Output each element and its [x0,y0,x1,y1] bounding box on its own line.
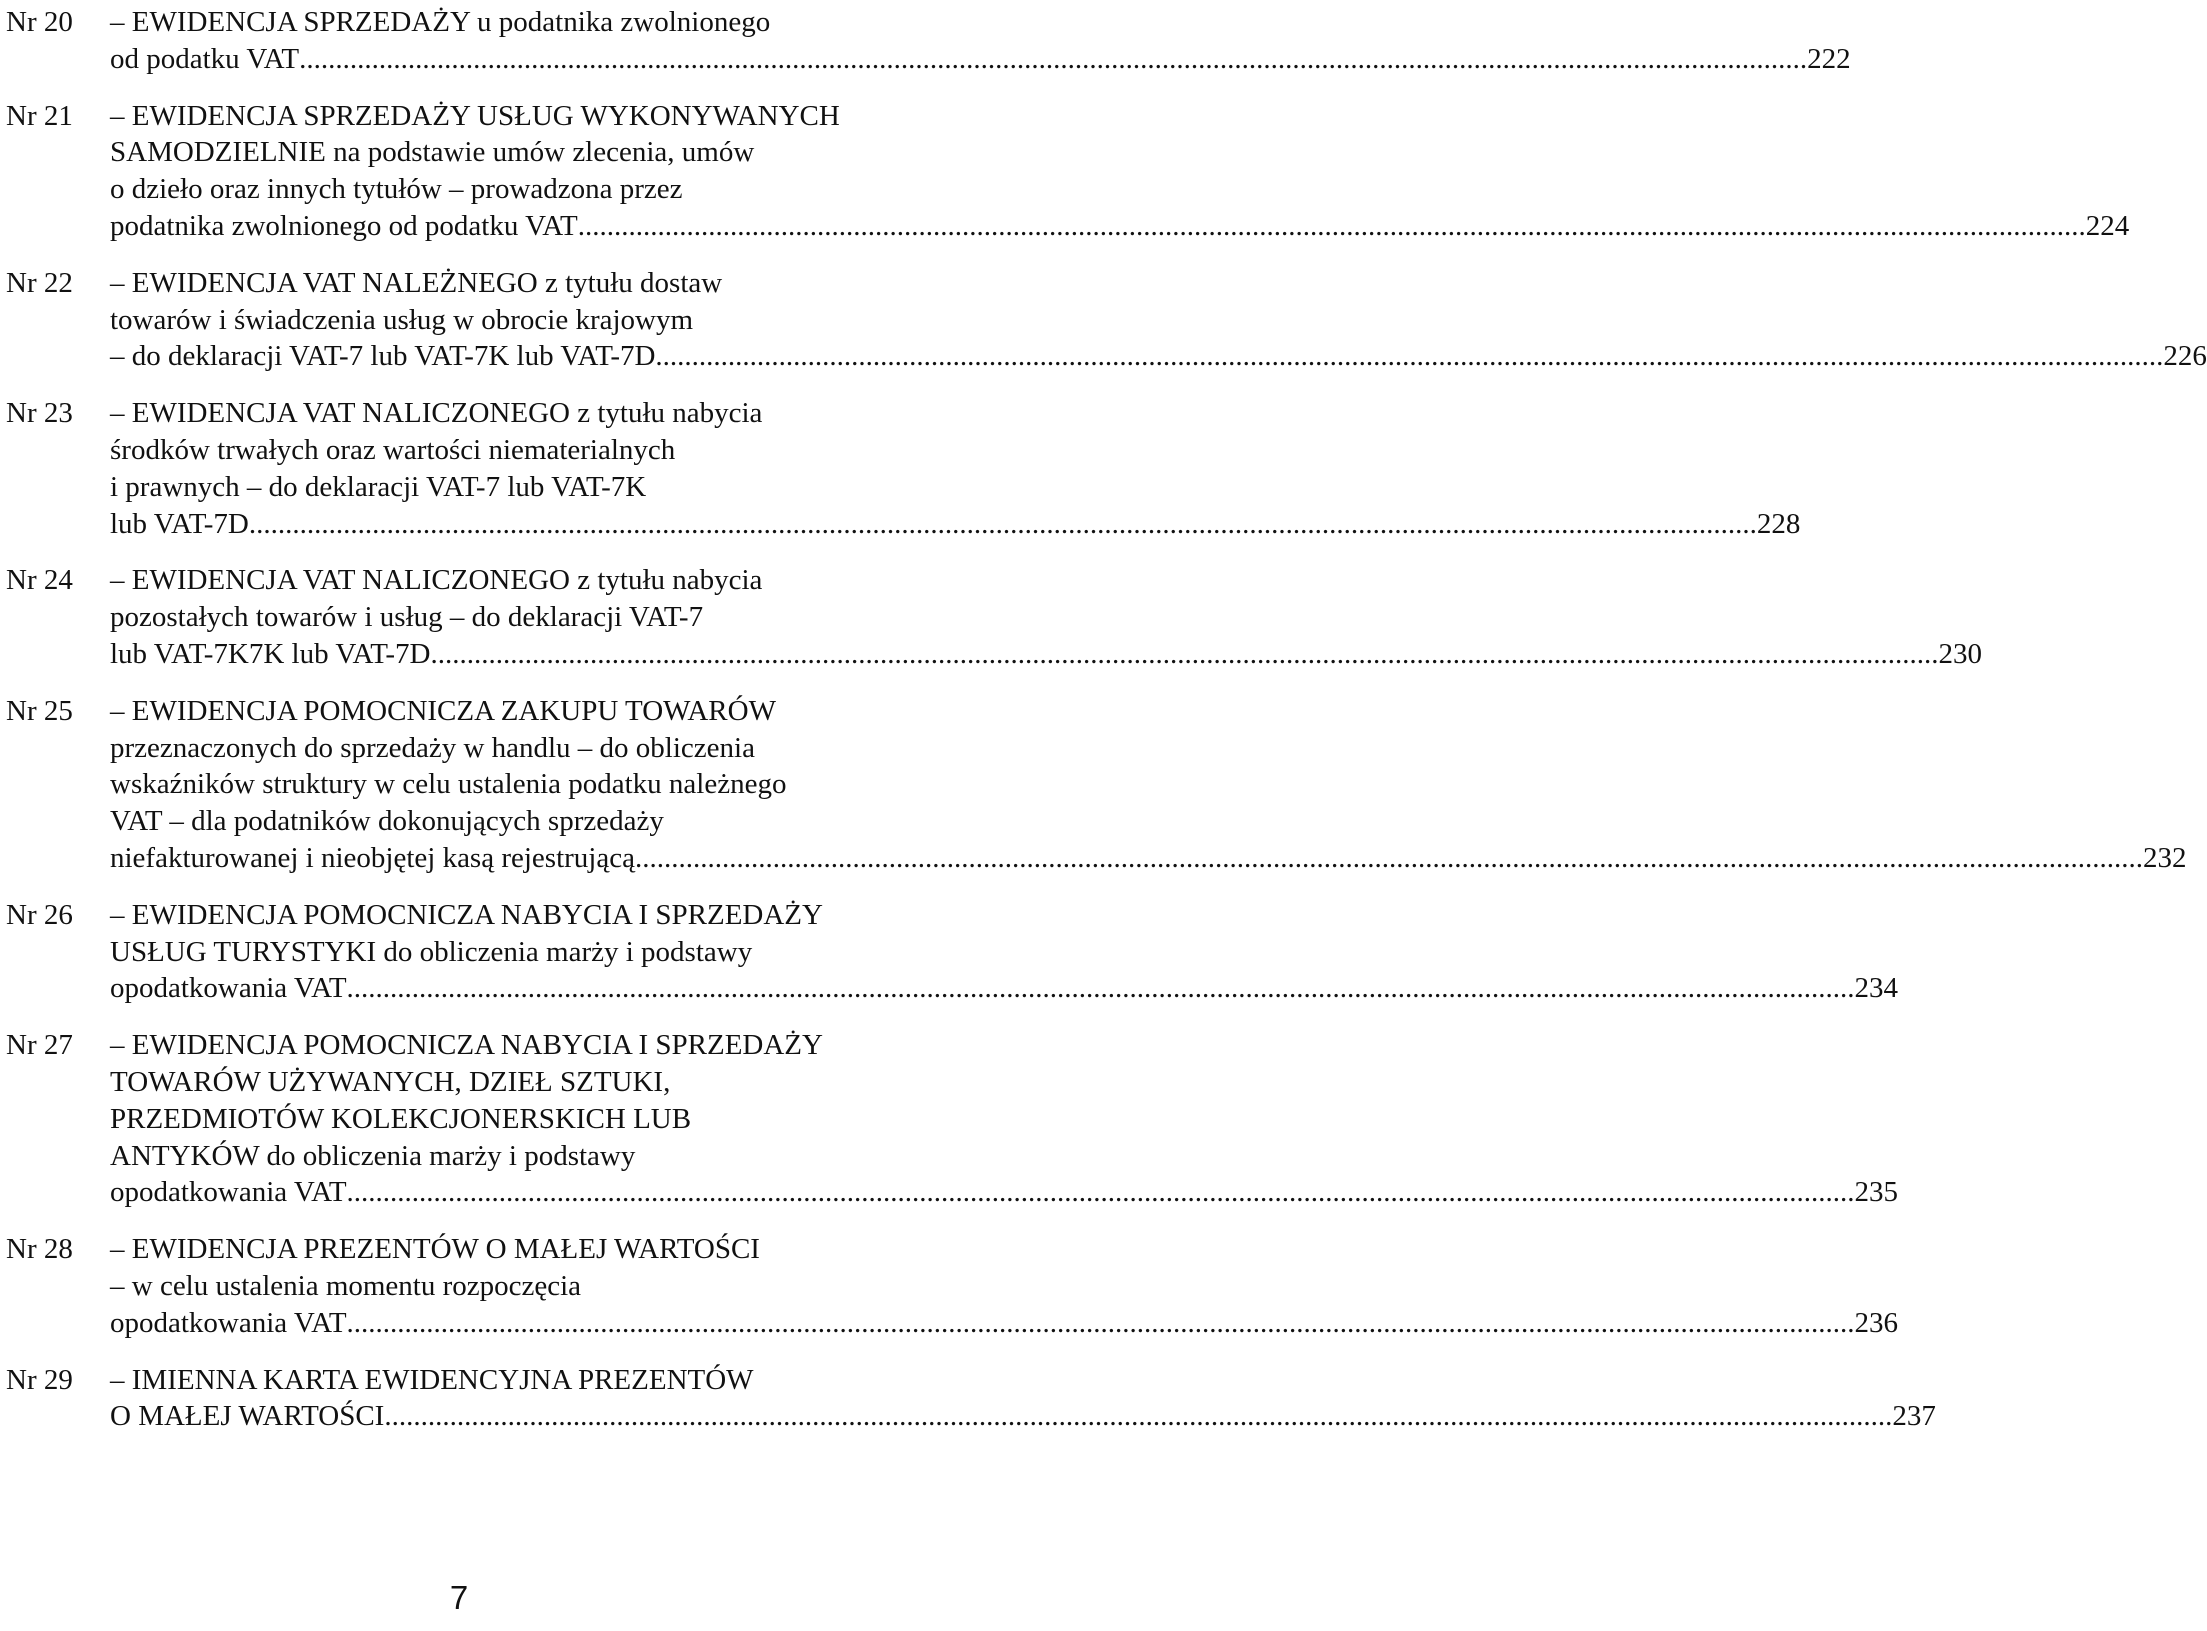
entry-number: Nr 28 [6,1233,73,1266]
toc-entry-nr-26 [6,897,1899,1007]
entry-title [110,562,1982,672]
entry-title-line: środków trwałych oraz wartości niematerialnych [110,433,676,466]
entry-title-line: od podatku VAT [110,42,300,75]
entry-title-line: USŁUG TURYSTYKI do obliczenia marży i podstawy [110,935,753,968]
entry-title-line: opodatkowania VAT [110,972,347,1005]
dot-leader [655,338,2163,375]
entry-last-line [110,970,1898,1007]
entry-title-line: PRZEDMIOTÓW KOLEKCJONERSKICH LUB [110,1102,692,1135]
page-footer-number: 7 [449,1579,469,1616]
entry-title-line: SAMODZIELNIE na podstawie umów zlecenia, umów [110,136,755,169]
toc-entry-nr-25 [6,693,2187,877]
entry-title-line: – EWIDENCJA POMOCNICZA NABYCIA I SPRZEDAŻY [110,1029,823,1062]
toc-entry-nr-22 [6,265,2207,375]
entry-title [110,1362,1936,1436]
entry-page-number: 232 [2142,841,2187,874]
entry-title [110,4,1851,78]
entry-page-number: 230 [1938,637,1982,670]
entry-title-line: O MAŁEJ WARTOŚCI [110,1400,385,1433]
table-of-contents [6,4,2207,1455]
toc-entry-nr-23 [6,395,1801,542]
entry-last-line [110,636,1982,673]
entry-title-line: TOWARÓW UŻYWANYCH, DZIEŁ SZTUKI, [110,1065,671,1098]
entry-page-number: 224 [2085,209,2130,242]
entry-title [110,98,2129,245]
toc-entry-nr-24 [6,562,1982,672]
entry-title-line: – EWIDENCJA POMOCNICZA ZAKUPU TOWARÓW [110,694,776,727]
dot-leader [635,840,2143,877]
entry-title-line: – EWIDENCJA SPRZEDAŻY u podatnika zwolnionego [110,6,771,38]
entry-page-number: 234 [1854,972,1899,1005]
entry-last-line [110,1174,1898,1211]
entry-number: Nr 24 [6,564,73,597]
entry-title-line: – w celu ustalenia momentu rozpoczęcia [110,1269,582,1302]
toc-entry-nr-28 [6,1231,1899,1341]
entry-page-number: 235 [1854,1176,1899,1209]
entry-number: Nr 29 [6,1363,73,1396]
entry-number: Nr 20 [6,6,73,38]
dot-leader [384,1398,1892,1435]
entry-last-line [110,1398,1936,1435]
dot-leader [299,41,1807,78]
entry-title-line: lub VAT-7K7K lub VAT-7D [110,637,431,670]
entry-title [110,265,2207,375]
entry-number: Nr 22 [6,266,73,299]
entry-page-number: 237 [1892,1400,1936,1433]
entry-page-number: 226 [2163,340,2207,373]
entry-number: Nr 27 [6,1029,73,1062]
entry-title-line: ANTYKÓW do obliczenia marży i podstawy [110,1139,636,1172]
entry-title-line: i prawnych – do deklaracji VAT-7 lub VAT-7K [110,470,647,503]
entry-title-line: – do deklaracji VAT-7 lub VAT-7K lub VAT-7D [110,340,656,373]
entry-last-line [110,338,2207,375]
entry-last-line [110,41,1851,78]
entry-page-number: 236 [1854,1306,1899,1339]
entry-title [110,693,2186,877]
entry-title-line: – EWIDENCJA VAT NALEŻNEGO z tytułu dostaw [110,266,723,299]
entry-title-line: – EWIDENCJA VAT NALICZONEGO z tytułu nabycia [110,564,763,597]
entry-title-line: – EWIDENCJA PREZENTÓW O MAŁEJ WARTOŚCI [110,1233,760,1266]
entry-title-line: pozostałych towarów i usług – do deklaracji VAT-7 [110,601,704,634]
entry-title [110,395,1800,542]
entry-title [110,1027,1898,1211]
entry-last-line [110,208,2129,245]
entry-title-line: opodatkowania VAT [110,1176,347,1209]
toc-entry-nr-21 [6,98,2130,245]
toc-entry-nr-29 [6,1362,1936,1436]
entry-title-line: przeznaczonych do sprzedaży w handlu – do obliczenia [110,731,755,764]
entry-last-line [110,840,2186,877]
entry-title [110,1231,1898,1341]
entry-title-line: – EWIDENCJA VAT NALICZONEGO z tytułu nabycia [110,397,763,430]
dot-leader [578,208,2086,245]
toc-entry-nr-27 [6,1027,1899,1211]
entry-title [110,897,1898,1007]
entry-number: Nr 21 [6,99,73,132]
entry-number: Nr 25 [6,694,73,727]
toc-entry-nr-20 [6,4,1851,78]
entry-page-number: 222 [1807,42,1851,75]
entry-page-number: 228 [1756,507,1801,540]
entry-title-line: opodatkowania VAT [110,1306,347,1339]
entry-title-line: o dzieło oraz innych tytułów – prowadzona przez [110,173,683,206]
entry-title-line: towarów i świadczenia usług w obrocie krajowym [110,303,694,336]
entry-title-line: – EWIDENCJA POMOCNICZA NABYCIA I SPRZEDAŻY [110,898,823,931]
dot-leader [430,636,1938,673]
entry-last-line [110,1305,1898,1342]
entry-last-line [110,506,1800,543]
entry-title-line: – IMIENNA KARTA EWIDENCYJNA PREZENTÓW [110,1363,754,1396]
dot-leader [347,1174,1855,1211]
entry-title-line: niefakturowanej i nieobjętej kasą rejestrującą [110,841,635,874]
dot-leader [347,970,1855,1007]
entry-number: Nr 26 [6,898,73,931]
entry-title-line: wskaźników struktury w celu ustalenia podatku należnego [110,768,787,801]
entry-title-line: VAT – dla podatników dokonujących sprzedaży [110,805,664,838]
dot-leader [249,506,1757,543]
entry-number: Nr 23 [6,397,73,430]
entry-title-line: lub VAT-7D [110,507,249,540]
dot-leader [347,1305,1855,1342]
entry-title-line: podatnika zwolnionego od podatku VAT [110,209,578,242]
entry-title-line: – EWIDENCJA SPRZEDAŻY USŁUG WYKONYWANYCH [110,99,840,132]
